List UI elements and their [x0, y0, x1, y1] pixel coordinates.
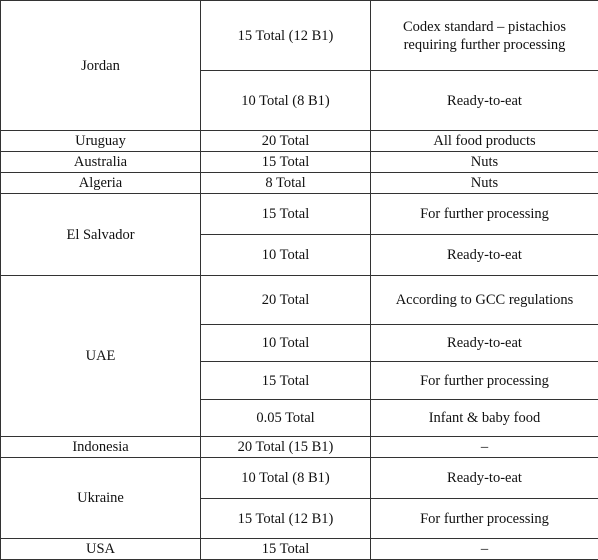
country-cell: Indonesia [1, 437, 201, 458]
table-row [1, 1, 598, 71]
limit-cell: 15 Total [201, 152, 371, 173]
product-cell: Ready-to-eat [371, 458, 598, 499]
table-row [1, 276, 598, 325]
limit-cell: 20 Total [201, 276, 371, 325]
product-cell: According to GCC regulations [371, 276, 598, 325]
limit-cell: 0.05 Total [201, 400, 371, 437]
product-cell: – [371, 539, 598, 560]
limit-cell: 10 Total [201, 325, 371, 362]
table-row [1, 437, 598, 458]
table-body [1, 1, 598, 560]
limit-cell: 15 Total (12 B1) [201, 1, 371, 71]
product-cell: Ready-to-eat [371, 325, 598, 362]
product-cell: Nuts [371, 152, 598, 173]
table-row [1, 539, 598, 560]
product-cell: Ready-to-eat [371, 71, 598, 131]
limit-cell: 15 Total (12 B1) [201, 499, 371, 539]
table-row [1, 194, 598, 235]
limit-cell: 20 Total (15 B1) [201, 437, 371, 458]
product-cell: All food products [371, 131, 598, 152]
product-cell: Infant & baby food [371, 400, 598, 437]
country-cell: Algeria [1, 173, 201, 194]
limit-cell: 15 Total [201, 194, 371, 235]
country-cell: Australia [1, 152, 201, 173]
product-cell: Ready-to-eat [371, 235, 598, 276]
limit-cell: 10 Total (8 B1) [201, 458, 371, 499]
product-cell: Nuts [371, 173, 598, 194]
country-cell: El Salvador [1, 194, 201, 276]
product-cell: For further processing [371, 194, 598, 235]
limit-cell: 15 Total [201, 539, 371, 560]
table-row [1, 173, 598, 194]
limit-cell: 20 Total [201, 131, 371, 152]
limit-cell: 8 Total [201, 173, 371, 194]
country-cell: USA [1, 539, 201, 560]
table-row [1, 131, 598, 152]
country-cell: Uruguay [1, 131, 201, 152]
limit-cell: 10 Total [201, 235, 371, 276]
table-row [1, 152, 598, 173]
product-cell: For further processing [371, 499, 598, 539]
product-cell: For further processing [371, 362, 598, 400]
country-cell: UAE [1, 276, 201, 437]
limit-cell: 15 Total [201, 362, 371, 400]
country-cell: Jordan [1, 1, 201, 131]
limit-cell: 10 Total (8 B1) [201, 71, 371, 131]
table-row [1, 458, 598, 499]
country-cell: Ukraine [1, 458, 201, 539]
product-cell: – [371, 437, 598, 458]
product-cell: Codex standard – pistachios requiring further processing [371, 1, 598, 71]
